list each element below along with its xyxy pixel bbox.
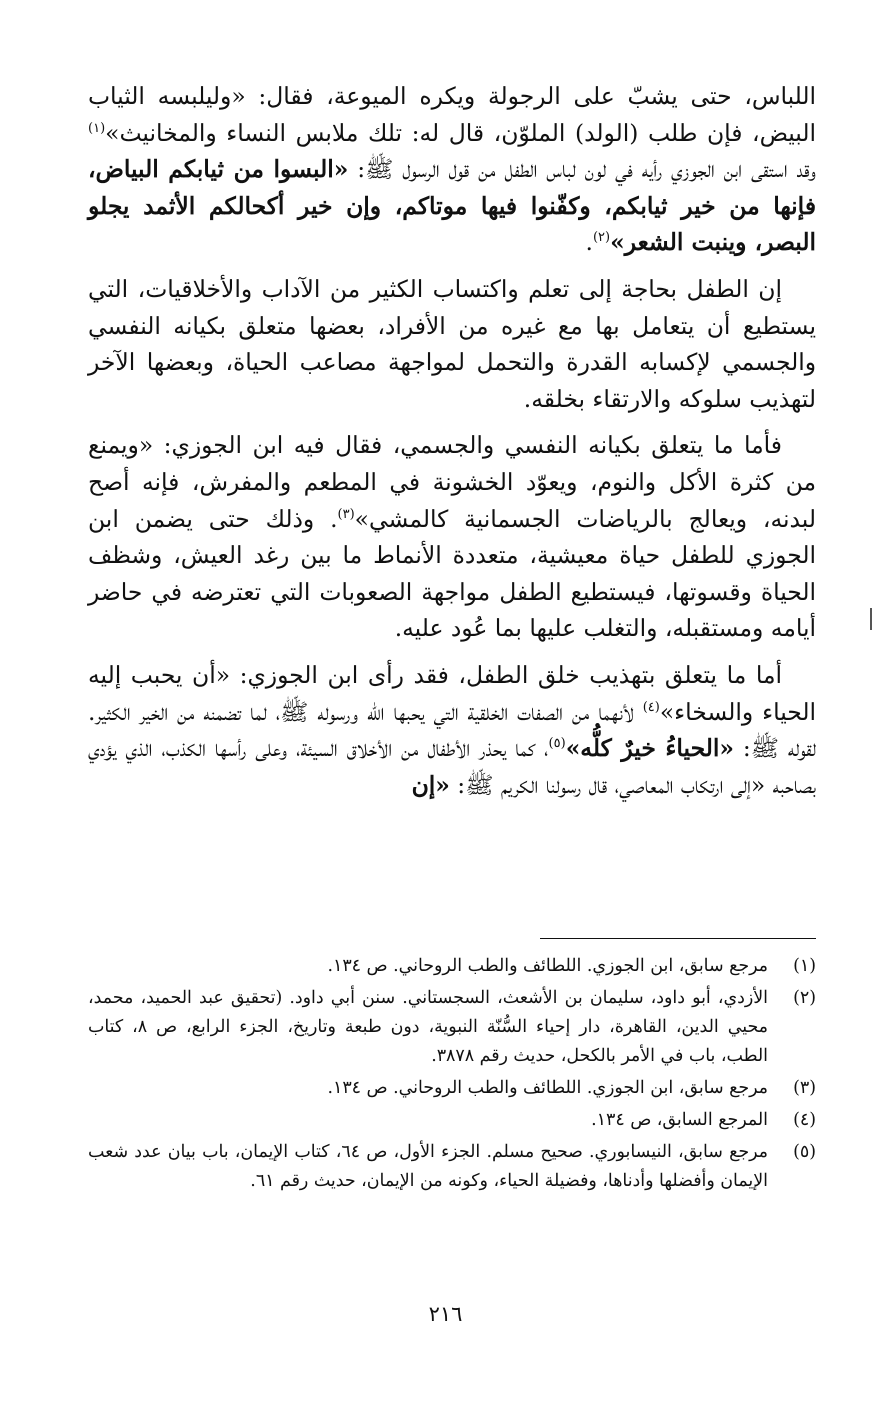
p4-text-2: لأنهما من الصفات الخلقية التي يحبها الله ورسوله ﷺ، لما تضمنه من الخير الكثير. لقوله ﷺ:	[88, 697, 816, 763]
footnote-text: مرجع سابق، ابن الجوزي. اللطائف والطب الروحاني. ص ١٣٤.	[327, 1078, 768, 1098]
footnote-number: (٢)	[793, 988, 816, 1008]
footnote-ref-2[interactable]: (٢)	[592, 230, 611, 246]
footnote-text: الأزدي، أبو داود، سليمان بن الأشعث، السجستاني. سنن أبي داود. (تحقيق عبد الحميد، محمد، محيي الدين، القاهرة، دار إحياء السُّنّة النبوية، دون طبعة وتاريخ، الجزء الرابع، ص ٨، كتاب الطب، باب في الأمر بالكحل، حديث رقم ٣٨٧٨.	[88, 988, 768, 1066]
p1-text-2: وقد استقى ابن الجوزي رأيه في لون لباس الطفل من قول الرسول ﷺ:	[348, 155, 816, 184]
footnote-1	[88, 952, 816, 981]
hadith-quote-2: «الحياءُ خيرٌ كلُّه»	[565, 734, 734, 763]
page-number: ٢١٦	[428, 1302, 463, 1326]
paragraph-2: إن الطفل بحاجة إلى تعلم واكتساب الكثير من الآداب والأخلاقيات، التي يستطيع أن يتعامل بها مع غيره من الأفراد، بعضها متعلق بكيانه النفسي والجسمي لإكسابه القدرة والتحمل لمواجهة مصاعب الحياة، وبعضها الآخر لتهذيب سلوكه والارتقاء بخلقه.	[88, 274, 816, 413]
p4-text-1: أما ما يتعلق بتهذيب خلق الطفل، فقد رأى ابن الجوزي: «أن يحبب إليه الحياء والسخاء»	[88, 660, 816, 726]
footnote-5	[88, 1138, 816, 1196]
footnote-ref-4[interactable]: (٤)	[642, 699, 660, 715]
footnotes	[88, 952, 816, 1199]
main-text	[88, 78, 816, 813]
footnote-ref-5[interactable]: (٥)	[548, 736, 566, 752]
hadith-quote-3: «إن	[411, 770, 450, 799]
p1-text-1: اللباس، حتى يشبّ على الرجولة ويكره الميوعة، فقال: «وليلبسه الثياب البيض، فإن طلب (الولد) الملوّن، قال له: تلك ملابس النساء والمخانيث»	[88, 82, 816, 147]
footnote-separator	[540, 938, 816, 939]
footnote-text: مرجع سابق، النيسابوري. صحيح مسلم. الجزء الأول، ص ٦٤، كتاب الإيمان، باب بيان عدد شعب الإيمان وأفضلها وأدناها، وفضيلة الحياء، وكونه من الإيمان، حديث رقم ٦١.	[88, 1142, 768, 1191]
footnote-text: المرجع السابق، ص ١٣٤.	[591, 1110, 768, 1130]
footnote-ref-3[interactable]: (٣)	[337, 506, 355, 522]
footnote-number: (٣)	[793, 1078, 816, 1098]
margin-mark	[870, 608, 872, 630]
footnote-number: (٥)	[793, 1142, 816, 1162]
p3-text-2: . وذلك حتى يضمن ابن الجوزي للطفل حياة معيشية، متعددة الأنماط ما بين رغد العيش، وشظف الحياة وقسوتها، فيستطيع الطفل مواجهة الصعوبات التي تعترضه في حاضر أيامه ومستقبله، والتغلب عليها بما عُود عليه.	[88, 504, 816, 643]
p1-text-3: .	[585, 228, 593, 257]
footnote-3	[88, 1074, 816, 1103]
p4-text-3: ، كما يحذر الأطفال من الأخلاق السيئة، وعلى رأسها الكذب، الذي يؤدي بصاحبه «إلى ارتكاب المعاصي، قال رسولنا الكريم ﷺ:	[88, 734, 816, 799]
hadith-quote-1: «البسوا من ثيابكم البياض، فإنها من خير ثيابكم، وكفّنوا فيها موتاكم، وإن خير أكحالكم الأثمد يجلو البصر، وينبت الشعر»	[88, 155, 816, 257]
p3-text-1: فأما ما يتعلق بكيانه النفسي والجسمي، فقال فيه ابن الجوزي: «ويمنع من كثرة الأكل والنوم، ويعوّد الخشونة في المطعم والمفرش، فإنه أصح لبدنه، ويعالج بالرياضات الجسمانية كالمشي»	[88, 431, 816, 533]
footnote-text: مرجع سابق، ابن الجوزي. اللطائف والطب الروحاني. ص ١٣٤.	[327, 956, 768, 976]
paragraph-1	[88, 78, 816, 261]
paragraph-3	[88, 427, 816, 647]
footnote-ref-1[interactable]: (١)	[88, 120, 106, 136]
paragraph-4	[88, 657, 816, 803]
footnote-2	[88, 984, 816, 1071]
footnote-number: (١)	[793, 956, 816, 976]
footnote-4	[88, 1106, 816, 1135]
footnote-number: (٤)	[793, 1110, 816, 1130]
